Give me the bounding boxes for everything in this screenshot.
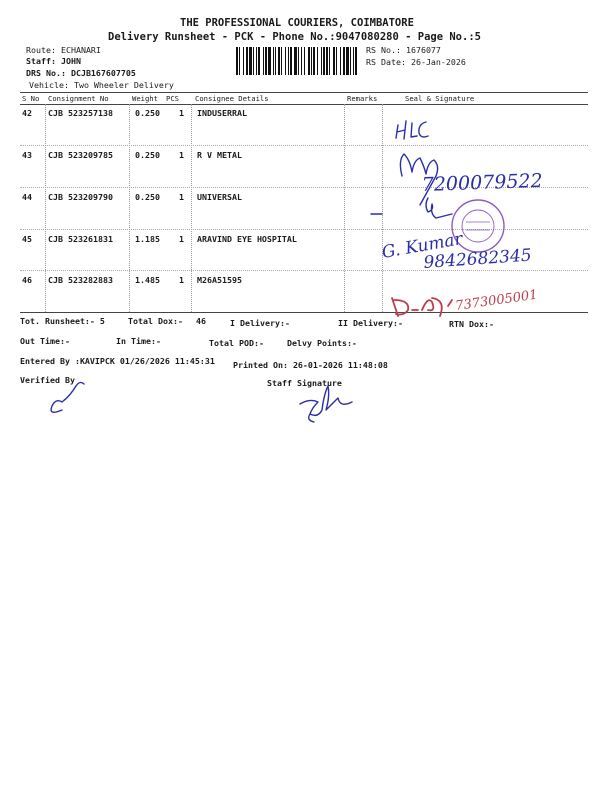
row-consignee: INDUSERRAL [197,108,247,118]
verified-by-label: Verified By [20,375,75,385]
phone-row-45: 9842682345 [422,245,533,273]
phone-row-43: 7200079522 [421,169,543,196]
entered-by: Entered By :KAVIPCK 01/26/2026 11:45:31 [20,356,215,366]
company-title: THE PROFESSIONAL COURIERS, COIMBATORE [180,17,414,29]
row-consignee: R V METAL [197,150,242,160]
rs-date: RS Date: 26-Jan-2026 [366,57,466,67]
col-seal-signature: Seal & Signature [405,94,475,103]
row-consignment: CJB 523257138 [48,108,113,118]
row-weight: 1.485 [135,275,160,285]
col-weight: Weight [132,94,158,103]
signature-row-46 [392,288,538,316]
row-sno: 43 [22,150,32,160]
row-weight: 0.250 [135,150,160,160]
row-weight: 1.185 [135,234,160,244]
row-pcs: 1 [179,192,184,202]
rs-number: RS No.: 1676077 [366,45,441,55]
col-sno: S No [22,94,40,103]
total-pod: Total POD:- [209,338,264,348]
row-consignee: ARAVIND EYE HOSPITAL [197,234,297,244]
row-sno: 42 [22,108,32,118]
tot-runsheet: Tot. Runsheet:- 5 [20,316,105,326]
delvy-points: Delvy Points:- [287,338,357,348]
row-pcs: 1 [179,234,184,244]
row-consignment: CJB 523209790 [48,192,113,202]
row-consignment: CJB 523282883 [48,275,113,285]
phone-row-46: 7373005001 [454,287,539,314]
row-sno: 45 [22,234,32,244]
row-consignee: M26A51595 [197,275,242,285]
row-weight: 0.250 [135,192,160,202]
signature-row-45 [380,229,532,273]
signature-row-44 [371,198,452,218]
row-consignment: CJB 523261831 [48,234,113,244]
row-consignee: UNIVERSAL [197,192,242,202]
staff-signature-label: Staff Signature [267,378,342,388]
row-pcs: 1 [179,150,184,160]
out-time: Out Time:- [20,336,70,346]
route-label: Route: ECHANARI [26,45,101,55]
row-sno: 44 [22,192,32,202]
signature-row-42 [0,0,428,139]
row-pcs: 1 [179,108,184,118]
name-row-45: G. Kumar [380,229,465,263]
col-consignment: Consignment No [48,94,109,103]
vehicle-label: Vehicle: Two Wheeler Delivery [29,80,174,90]
runsheet-title: Delivery Runsheet - PCK - Phone No.:9047080280 - Page No.:5 [108,31,481,43]
in-time: In Time:- [116,336,161,346]
col-pcs: PCS [166,94,179,103]
drs-number: DRS No.: DCJB167607705 [26,68,136,78]
staff-label: Staff: JOHN [26,56,81,66]
rtn-dox: RTN Dox:- [449,319,494,329]
row-weight: 0.250 [135,108,160,118]
row-pcs: 1 [179,275,184,285]
i-delivery: I Delivery:- [230,318,290,328]
total-dox-value: 46 [196,316,206,326]
ii-delivery: II Delivery:- [338,318,403,328]
col-consignee: Consignee Details [195,94,269,103]
row-consignment: CJB 523209785 [48,150,113,160]
printed-on: Printed On: 26-01-2026 11:48:08 [233,360,388,370]
total-dox-label: Total Dox:- [128,316,183,326]
row-sno: 46 [22,275,32,285]
staff-signature [300,386,352,422]
verified-by-signature [51,382,84,412]
signature-row-43 [400,154,543,205]
col-remarks: Remarks [347,94,378,103]
